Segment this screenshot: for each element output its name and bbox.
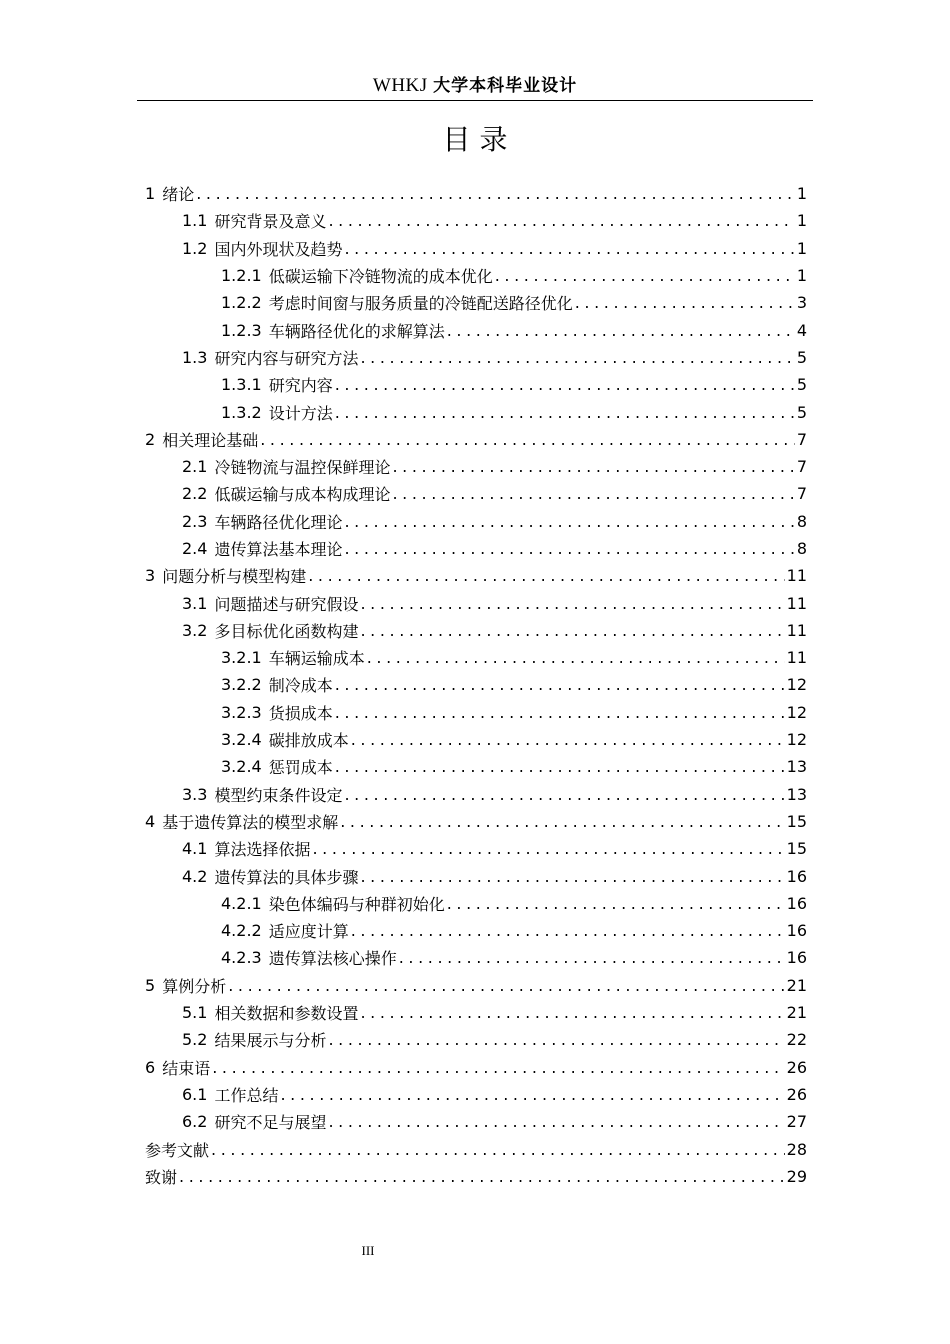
toc-entry-page: 29 — [786, 1166, 807, 1186]
toc-entry-number: 6.2 — [182, 1112, 208, 1132]
toc-entry-page: 1 — [796, 211, 807, 231]
toc-entry[interactable] — [145, 453, 807, 480]
page-number: III — [361, 1243, 375, 1258]
toc-entry[interactable] — [145, 1163, 807, 1190]
toc-entry-title: 研究内容 — [268, 376, 333, 396]
toc-entry-title: 参考文献 — [145, 1140, 210, 1160]
toc-entry-number: 2.1 — [182, 457, 208, 477]
toc-entry-number: 1.2.1 — [221, 266, 262, 286]
toc-entry-number: 4.2.1 — [221, 893, 262, 913]
toc-entry-title: 车辆路径优化的求解算法 — [268, 321, 445, 341]
toc-dot-leader — [447, 321, 795, 340]
toc-entry-title: 模型约束条件设定 — [214, 785, 343, 805]
toc-entry-title: 结束语 — [162, 1058, 211, 1078]
toc-entry-page: 7 — [796, 484, 807, 504]
toc-entry[interactable] — [145, 562, 807, 589]
toc-dot-leader — [360, 621, 784, 640]
toc-entry-title: 考虑时间窗与服务质量的冷链配送路径优化 — [268, 294, 573, 314]
toc-entry-title: 低碳运输与成本构成理论 — [214, 485, 391, 505]
toc-entry-number: 3 — [145, 566, 156, 586]
toc-entry-title: 研究内容与研究方法 — [214, 348, 359, 368]
toc-entry[interactable] — [145, 289, 807, 316]
toc-entry-title: 相关数据和参数设置 — [214, 1004, 359, 1024]
toc-entry-number: 4.2.2 — [221, 921, 262, 941]
toc-entry-number: 1.2 — [182, 238, 208, 258]
toc-entry[interactable] — [145, 398, 807, 425]
toc-entry-page: 16 — [786, 921, 807, 941]
toc-dot-leader — [328, 211, 794, 230]
toc-entry[interactable] — [145, 180, 807, 207]
toc-entry-page: 21 — [786, 975, 807, 995]
toc-entry-page: 13 — [786, 784, 807, 804]
toc-dot-leader — [399, 948, 785, 967]
toc-entry-number: 2.4 — [182, 539, 208, 558]
toc-entry-number: 2 — [145, 429, 156, 449]
toc-entry-number: 5.2 — [182, 1030, 208, 1050]
toc-dot-leader — [575, 293, 795, 312]
page-header — [137, 72, 813, 100]
toc-entry-title: 结果展示与分析 — [214, 1031, 327, 1051]
toc-dot-leader — [495, 266, 795, 285]
toc-entry-title: 相关理论基础 — [162, 430, 259, 450]
toc-entry-title: 工作总结 — [214, 1085, 279, 1105]
toc-entry-page: 12 — [786, 702, 807, 722]
toc-entry-title: 货损成本 — [268, 703, 333, 723]
toc-entry-title: 制冷成本 — [268, 676, 333, 696]
toc-entry[interactable] — [145, 426, 807, 453]
toc-entry-page: 11 — [786, 620, 807, 640]
toc-entry-title: 遗传算法基本理论 — [214, 540, 343, 559]
toc-dot-leader — [228, 976, 784, 995]
toc-entry-number: 6.1 — [182, 1084, 208, 1104]
toc-dot-leader — [211, 1140, 785, 1159]
toc-dot-leader — [340, 812, 784, 831]
toc-entry-title: 研究不足与展望 — [214, 1113, 327, 1133]
toc-entry[interactable] — [145, 1081, 807, 1108]
toc-entry[interactable] — [145, 508, 807, 535]
toc-entry[interactable] — [145, 235, 807, 262]
toc-entry-number: 1.1 — [182, 211, 208, 231]
toc-entry-number: 5 — [145, 975, 156, 995]
toc-dot-leader — [344, 239, 794, 258]
toc-entry[interactable] — [145, 781, 807, 808]
toc-entry-page: 7 — [796, 429, 807, 449]
toc-entry-page: 11 — [786, 566, 807, 586]
toc-entry-title: 惩罚成本 — [268, 758, 333, 778]
toc-entry[interactable] — [145, 589, 807, 616]
toc-entry-number: 4 — [145, 811, 156, 831]
toc-entry-number: 3.1 — [182, 593, 208, 613]
toc-dot-leader — [260, 430, 795, 449]
toc-entry-title: 多目标优化函数构建 — [214, 621, 359, 641]
toc-entry-page: 1 — [796, 266, 807, 286]
toc-dot-leader — [335, 403, 795, 422]
toc-entry-page: 27 — [786, 1112, 807, 1132]
header-rule — [137, 100, 813, 101]
toc-entry-title: 适应度计算 — [268, 922, 349, 942]
header-latin: WHKJ — [372, 75, 428, 96]
toc-entry-page: 4 — [796, 320, 807, 340]
toc-dot-leader — [335, 757, 785, 776]
toc-entry-title: 遗传算法的具体步骤 — [214, 867, 359, 887]
toc-entry-page: 3 — [796, 293, 807, 313]
toc-entry[interactable] — [145, 835, 807, 862]
toc-entry-page: 22 — [786, 1030, 807, 1050]
toc-entry[interactable] — [145, 753, 807, 780]
toc-entry-title: 设计方法 — [268, 403, 333, 423]
toc-entry-number: 1.2.3 — [221, 320, 262, 340]
toc-dot-leader — [335, 375, 795, 394]
toc-entry-title: 问题描述与研究假设 — [214, 594, 359, 614]
toc-entry-number: 3.2.3 — [221, 702, 262, 722]
table-of-contents — [145, 180, 807, 1190]
toc-entry-title: 问题分析与模型构建 — [162, 567, 307, 587]
toc-entry-title: 车辆路径优化理论 — [214, 512, 343, 532]
toc-entry-title: 绪论 — [162, 185, 195, 205]
toc-dot-leader — [447, 894, 785, 913]
toc-dot-leader — [344, 512, 794, 531]
toc-entry-title: 低碳运输下冷链物流的成本优化 — [268, 267, 493, 287]
toc-entry-page: 12 — [786, 730, 807, 750]
toc-entry-number: 6 — [145, 1057, 156, 1077]
toc-entry-page: 16 — [786, 893, 807, 913]
toc-entry[interactable] — [145, 890, 807, 917]
toc-dot-leader — [360, 867, 784, 886]
toc-dot-leader — [196, 184, 795, 203]
toc-dot-leader — [392, 457, 794, 476]
toc-dot-leader — [392, 484, 794, 503]
toc-dot-leader — [335, 675, 785, 694]
toc-entry-number: 1.3.2 — [221, 402, 262, 422]
toc-entry[interactable] — [145, 316, 807, 343]
toc-entry[interactable] — [145, 535, 807, 562]
toc-entry-number: 2.2 — [182, 484, 208, 504]
toc-entry[interactable] — [145, 999, 807, 1026]
toc-entry-title: 染色体编码与种群初始化 — [268, 894, 445, 914]
toc-entry-page: 13 — [786, 757, 807, 777]
toc-dot-leader — [312, 839, 784, 858]
toc-entry[interactable] — [145, 262, 807, 289]
toc-entry-title: 算例分析 — [162, 976, 227, 996]
toc-entry[interactable] — [145, 1135, 807, 1162]
toc-dot-leader — [179, 1167, 785, 1186]
toc-entry-title: 基于遗传算法的模型求解 — [162, 812, 339, 832]
toc-entry[interactable] — [145, 808, 807, 835]
toc-entry-title: 冷链物流与温控保鲜理论 — [214, 458, 391, 478]
toc-entry-number: 3.2.1 — [221, 648, 262, 668]
toc-entry-title: 研究背景及意义 — [214, 212, 327, 232]
toc-entry[interactable] — [145, 671, 807, 698]
toc-entry-number: 3.2.4 — [221, 757, 262, 777]
toc-entry-page: 8 — [796, 539, 807, 558]
toc-entry[interactable] — [145, 480, 807, 507]
toc-entry-page: 16 — [786, 948, 807, 968]
toc-entry-page: 5 — [796, 375, 807, 395]
toc-entry-page: 26 — [786, 1057, 807, 1077]
toc-dot-leader — [360, 1003, 784, 1022]
toc-entry[interactable] — [145, 1026, 807, 1053]
toc-entry-number: 4.2 — [182, 866, 208, 886]
toc-dot-leader — [344, 539, 794, 558]
toc-entry[interactable] — [145, 617, 807, 644]
toc-dot-leader — [280, 1085, 784, 1104]
header-title: 大学本科毕业设计 — [433, 76, 578, 96]
toc-entry-page: 16 — [786, 866, 807, 886]
toc-entry[interactable] — [145, 699, 807, 726]
toc-dot-leader — [335, 703, 785, 722]
toc-entry-number: 1.2.2 — [221, 293, 262, 313]
toc-entry-page: 1 — [796, 184, 807, 204]
page-title: 目 录 — [442, 123, 508, 156]
toc-dot-leader — [351, 730, 785, 749]
toc-entry[interactable] — [145, 862, 807, 889]
toc-entry-title: 致谢 — [145, 1167, 178, 1187]
toc-dot-leader — [360, 594, 784, 613]
toc-entry[interactable] — [145, 917, 807, 944]
toc-dot-leader — [367, 648, 785, 667]
toc-entry-number: 4.1 — [182, 839, 208, 859]
toc-entry[interactable] — [145, 644, 807, 671]
toc-entry-number: 4.2.3 — [221, 948, 262, 968]
toc-entry-title: 车辆运输成本 — [268, 649, 365, 669]
toc-entry[interactable] — [145, 371, 807, 398]
toc-entry-number: 3.2.4 — [221, 730, 262, 750]
toc-entry-page: 12 — [786, 675, 807, 695]
toc-entry[interactable] — [145, 344, 807, 371]
toc-entry-number: 3.2 — [182, 620, 208, 640]
toc-entry-page: 11 — [786, 648, 807, 668]
toc-entry-title: 遗传算法核心操作 — [268, 949, 397, 969]
toc-entry-page: 15 — [786, 839, 807, 859]
toc-entry-title: 算法选择依据 — [214, 840, 311, 860]
toc-entry-page: 5 — [796, 402, 807, 422]
toc-dot-leader — [212, 1058, 784, 1077]
toc-entry-number: 3.2.2 — [221, 675, 262, 695]
toc-dot-leader — [360, 348, 794, 367]
toc-entry[interactable] — [145, 207, 807, 234]
toc-dot-leader — [308, 566, 784, 585]
toc-entry[interactable] — [145, 972, 807, 999]
toc-entry-page: 1 — [796, 238, 807, 258]
toc-entry-page: 26 — [786, 1084, 807, 1104]
toc-entry-page: 5 — [796, 347, 807, 367]
toc-entry-number: 1 — [145, 184, 156, 204]
toc-entry-page: 8 — [796, 511, 807, 531]
toc-entry[interactable] — [145, 944, 807, 971]
toc-entry-title: 碳排放成本 — [268, 731, 349, 751]
toc-entry-number: 2.3 — [182, 511, 208, 531]
toc-entry[interactable] — [145, 726, 807, 753]
toc-dot-leader — [328, 1030, 784, 1049]
toc-entry-number: 1.3.1 — [221, 375, 262, 395]
toc-entry-page: 7 — [796, 457, 807, 477]
toc-entry-page: 11 — [786, 593, 807, 613]
toc-entry-page: 15 — [786, 811, 807, 831]
toc-dot-leader — [344, 785, 784, 804]
toc-entry-page: 28 — [786, 1139, 807, 1159]
toc-entry-page: 21 — [786, 1003, 807, 1023]
toc-entry[interactable] — [145, 1108, 807, 1135]
toc-entry[interactable] — [145, 1054, 807, 1081]
toc-dot-leader — [351, 921, 785, 940]
toc-entry-number: 5.1 — [182, 1003, 208, 1023]
toc-dot-leader — [328, 1112, 784, 1131]
toc-entry-number: 3.3 — [182, 784, 208, 804]
toc-entry-number: 1.3 — [182, 347, 208, 367]
toc-entry-title: 国内外现状及趋势 — [214, 239, 343, 259]
